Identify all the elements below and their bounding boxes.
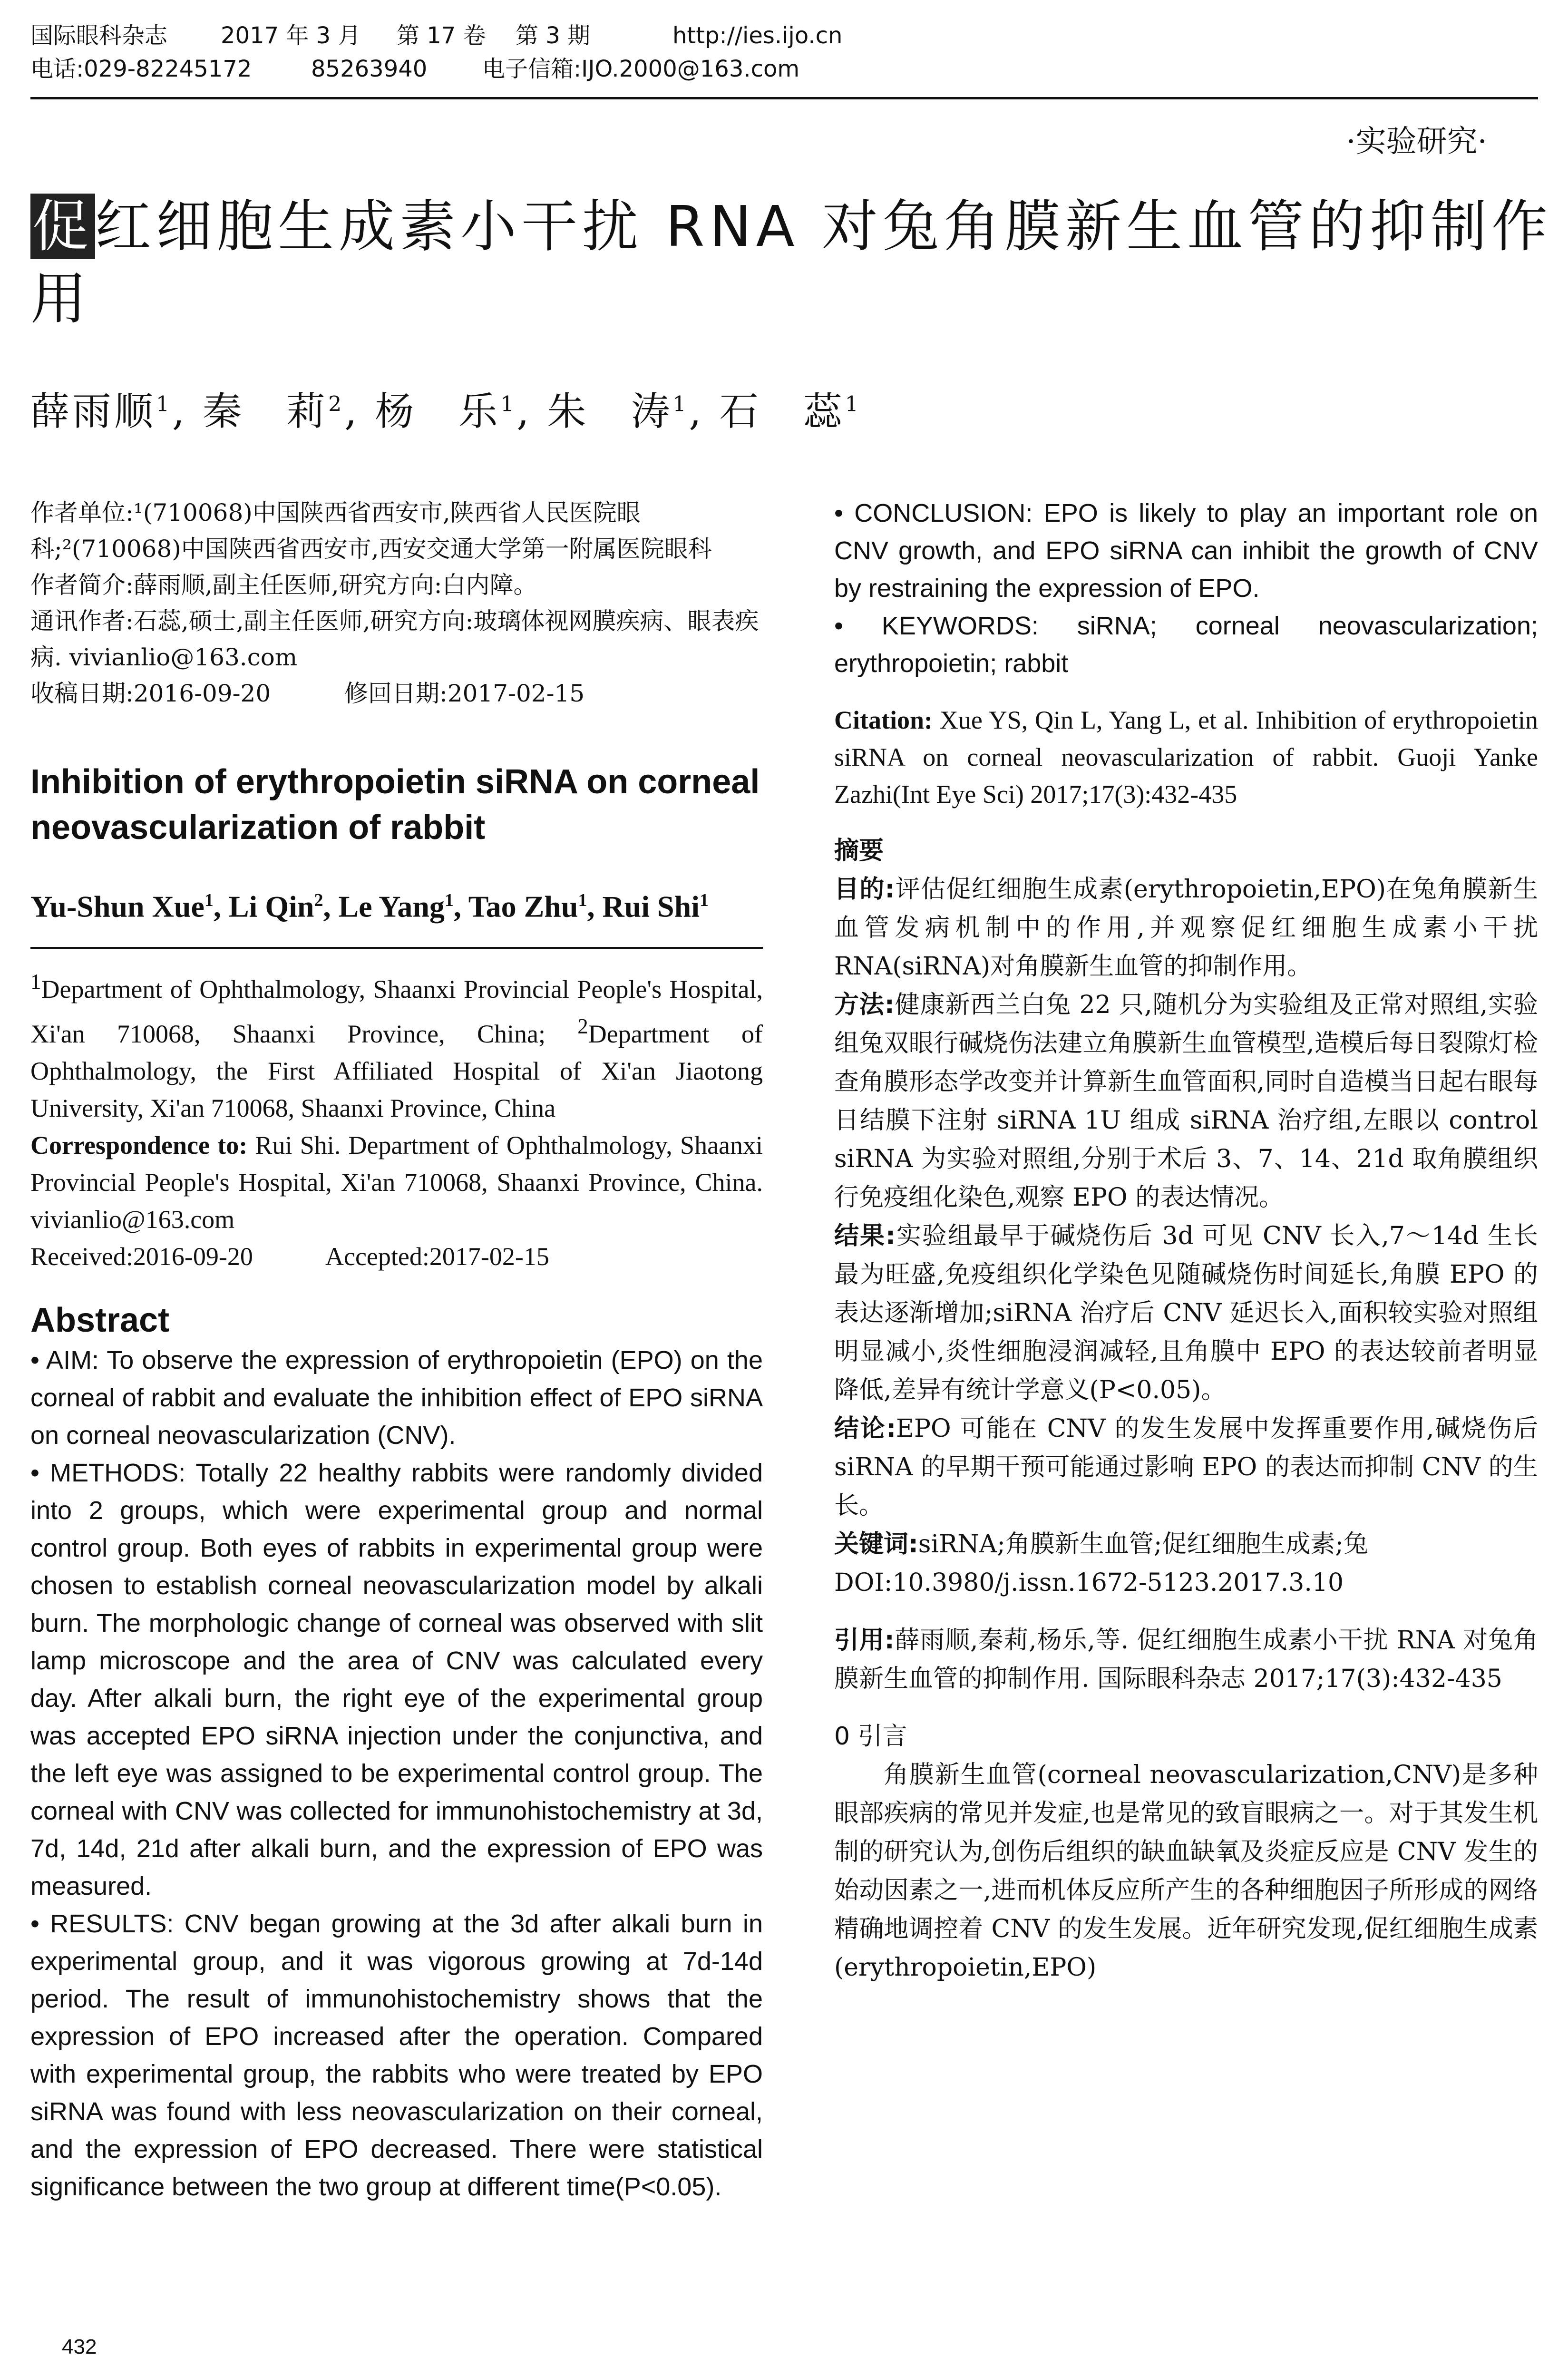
spacer	[834, 1602, 1538, 1621]
cn-aim-label: 目的:	[834, 875, 895, 904]
author-name: 杨 乐	[375, 389, 501, 434]
left-column	[30, 495, 763, 2206]
citation-text: Xue YS, Qin L, Yang L, et al. Inhibition of erythropoietin siRNA on corneal neovascularization of rabbit. Guoji Yanke Zazhi(Int Eye Sci) 2017;17(3):432-435	[834, 706, 1539, 809]
abstract-heading: Abstract	[30, 1301, 170, 1340]
en-author: Tao Zhu	[468, 889, 578, 924]
issue: 第 3 期	[516, 22, 591, 49]
cn-conclusion-label: 结论:	[834, 1414, 896, 1443]
journal-url: http://ies.ijo.cn	[672, 22, 843, 49]
cn-aim	[834, 870, 1538, 986]
article-title	[30, 190, 1552, 335]
title-rest: 红细胞生成素小干扰 RNA 对兔角膜新生血管的抑制作用	[30, 194, 1553, 331]
en-author: Yu-Shun Xue	[30, 889, 205, 924]
author-name: 秦 莉	[203, 389, 329, 434]
header-rule	[30, 97, 1538, 99]
author-sep: ,	[344, 389, 360, 434]
en-affiliations	[30, 963, 763, 1127]
intro-body: 角膜新生血管(corneal neovascularization,CNV)是多种眼部疾病的常见并发症,也是常见的致盲眼病之一。对于其发生机制的研究认为,创伤后组织的缺血缺氧及炎症反应是 CNV 发生的始动因素之一,进而机体反应所产生的各种细胞因子所形成的网络精确地调控着 CNV 的发生发展。近年研究发现,促红细胞生成素(erythropoietin,EPO)	[834, 1761, 1538, 1982]
section-tag: ·实验研究·	[1346, 124, 1487, 159]
citation-label: Citation:	[834, 706, 933, 734]
author-sup: 1	[672, 392, 689, 417]
en-author: Li Qin	[228, 889, 314, 924]
en-author-sup: 1	[700, 890, 709, 910]
author-name: 石 蕊	[719, 389, 845, 434]
english-authors: Yu-Shun Xue$^1$, Li Qin$^2$, Le Yang$^1$, Tao Zhu$^1$, Rui Shi$^1$	[30, 889, 709, 924]
abstract-methods: • METHODS: Totally 22 healthy rabbits were randomly divided into 2 groups, which were experimental group and normal control group. Both eyes of rabbits in experimental group were chosen to establish corneal neovascularization model by alkali burn. The morphologic change of corneal was observed with slit lamp microscope and the area of CNV was calculated every day. After alkali burn, the right eye of the experimental group was accepted EPO siRNA injection under the conjunctiva, and the left eye was assigned to be experimental control group. The corneal with CNV was collected for immunohistochemistry at 3d, 7d, 14d, 21d after alkali burn, and the expression of EPO was measured.	[30, 1459, 763, 1901]
header-line-1	[30, 19, 1538, 52]
cn-results-label: 结果:	[834, 1222, 896, 1250]
en-affiliation-2: Department of Ophthalmology, the First Affiliated Hospital of Xi'an Jiaotong University, Xi'an 710068, Shaanxi Province, China	[30, 1020, 763, 1123]
en-author-sup: 1	[204, 890, 214, 910]
author-sup: 1	[156, 392, 173, 417]
cn-results	[834, 1217, 1538, 1410]
correspondence-text: Rui Shi. Department of Ophthalmology, Shaanxi Provincial People's Hospital, Xi'an 710068, Shaanxi Province, China. vivianlio@163.com	[30, 1131, 763, 1234]
header-line-2	[30, 52, 1538, 86]
cn-results-text: 实验组最早于碱烧伤后 3d 可见 CNV 长入,7～14d 生长最为旺盛,免疫组织化学染色见随碱烧伤时间延长,角膜 EPO 的表达逐渐增加;siRNA 治疗后 CNV 延迟长入,面积较实验对照组明显减小,炎性细胞浸润减轻,且角膜中 EPO 的表达较前者明显降低,差异有统计学意义(P<0.05)。	[834, 1222, 1538, 1404]
author-sup: 2	[328, 392, 345, 417]
author-name: 薛雨顺	[30, 389, 156, 434]
author-list	[30, 380, 861, 436]
cn-methods	[834, 986, 1538, 1217]
corresponding-author: 通讯作者:石蕊,硕士,副主任医师,研究方向:玻璃体视网膜疾病、眼表疾病. vivianlio@163.com	[30, 607, 759, 671]
abstract-aim: • AIM: To observe the expression of erythropoietin (EPO) on the corneal of rabbit and evaluate the inhibition effect of EPO siRNA on corneal neovascularization (CNV).	[30, 1346, 763, 1450]
received-date-en: Received:2016-09-20	[30, 1242, 253, 1271]
phone: 电话:029-82245172	[30, 56, 252, 82]
author-affiliation: 作者单位:¹(710068)中国陕西省西安市,陕西省人民医院眼科;²(710068)中国陕西省西安市,西安交通大学第一附属医院眼科	[30, 499, 712, 563]
citation-en	[834, 701, 1538, 813]
intro-heading: 0 引言	[834, 1722, 907, 1751]
cn-citation-label: 引用:	[834, 1626, 895, 1655]
revised-date-cn: 修回日期:2017-02-15	[344, 680, 585, 707]
cn-conclusion	[834, 1410, 1538, 1525]
correspondence-label: Correspondence to:	[30, 1131, 248, 1160]
cn-abstract-heading: 摘要	[834, 837, 884, 865]
title-first-char: 促	[30, 194, 95, 259]
aff-sup: 1	[30, 970, 41, 994]
author-bio: 作者简介:薛雨顺,副主任医师,研究方向:白内障。	[30, 571, 537, 599]
cn-methods-label: 方法:	[834, 991, 895, 1019]
cn-keywords	[834, 1525, 1538, 1564]
en-correspondence	[30, 1127, 763, 1238]
en-author-sup: 2	[314, 890, 323, 910]
volume: 第 17 卷	[397, 22, 486, 49]
spacer	[834, 682, 1538, 701]
received-date-cn: 收稿日期:2016-09-20	[30, 680, 271, 707]
spacer	[834, 813, 1538, 832]
dates-cn	[30, 675, 763, 711]
cn-citation	[834, 1621, 1538, 1698]
author-sep: ,	[172, 389, 188, 434]
journal-name: 国际眼科杂志	[30, 22, 168, 49]
page-number: 432	[62, 2335, 97, 2358]
cn-aim-text: 评估促红细胞生成素(erythropoietin,EPO)在兔角膜新生血管发病机制中的作用,并观察促红细胞生成素小干扰 RNA(siRNA)对角膜新生血管的抑制作用。	[834, 875, 1539, 981]
en-author-sup: 1	[444, 890, 454, 910]
aff-sup: 2	[577, 1014, 588, 1039]
en-affiliation-1: Department of Ophthalmology, Shaanxi Provincial People's Hospital, Xi'an 710068, Shaanxi Province, China;	[30, 975, 763, 1049]
phone-2: 85263940	[311, 56, 428, 82]
right-column	[834, 495, 1538, 1987]
cn-conclusion-text: EPO 可能在 CNV 的发生发展中发挥重要作用,碱烧伤后 siRNA 的早期干预可能通过影响 EPO 的表达而抑制 CNV 的生长。	[834, 1414, 1539, 1520]
email: 电子信箱:IJO.2000@163.com	[482, 56, 800, 82]
english-title: Inhibition of erythropoietin siRNA on corneal neovascularization of rabbit	[30, 763, 760, 847]
left-rule	[30, 947, 763, 949]
cn-keywords-text: siRNA;角膜新生血管;促红细胞生成素;兔	[918, 1530, 1368, 1559]
cn-keywords-label: 关键词:	[834, 1530, 918, 1559]
doi: DOI:10.3980/j.issn.1672-5123.2017.3.10	[834, 1568, 1344, 1597]
running-header	[30, 19, 1538, 105]
author-sup: 1	[500, 392, 517, 417]
cn-citation-text: 薛雨顺,秦莉,杨乐,等. 促红细胞生成素小干扰 RNA 对兔角膜新生血管的抑制作用. 国际眼科杂志 2017;17(3):432-435	[834, 1626, 1538, 1693]
issue-date: 2017 年 3 月	[221, 22, 361, 49]
abstract-conclusion: • CONCLUSION: EPO is likely to play an important role on CNV growth, and EPO siRNA can inhibit the growth of CNV by restraining the expression of EPO.	[834, 499, 1538, 603]
en-author: Le Yang	[338, 889, 445, 924]
abstract-keywords: • KEYWORDS: siRNA; corneal neovascularization; erythropoietin; rabbit	[834, 612, 1538, 678]
cn-methods-text: 健康新西兰白兔 22 只,随机分为实验组及正常对照组,实验组兔双眼行碱烧伤法建立角膜新生血管模型,造模后每日裂隙灯检查角膜形态学改变并计算新生血管面积,同时自造模当日起右眼每日结膜下注射 siRNA 1U 组成 siRNA 治疗组,左眼以 control siRNA 为实验对照组,分别于术后 3、7、14、21d 取角膜组织行免疫组化染色,观察 EPO 的表达情况。	[834, 991, 1538, 1212]
abstract-results: • RESULTS: CNV began growing at the 3d after alkali burn in experimental group, and it was vigorous growing at 7d-14d period. The result of immunohistochemistry shows that the expression of EPO increased after the operation. Compared with experimental group, the rabbits who were treated by EPO siRNA was found with less neovascularization on their corneal, and the expression of EPO decreased. There were statistical significance between the two group at different time(P<0.05).	[30, 1909, 763, 2202]
author-sup: 1	[845, 392, 861, 417]
accepted-date-en: Accepted:2017-02-15	[325, 1242, 549, 1271]
author-sep: ,	[689, 389, 704, 434]
author-name: 朱 涛	[547, 389, 673, 434]
spacer	[834, 1698, 1538, 1717]
author-sep: ,	[516, 389, 532, 434]
en-author-sup: 1	[578, 890, 587, 910]
en-dates	[30, 1238, 763, 1275]
en-author: Rui Shi	[602, 889, 700, 924]
